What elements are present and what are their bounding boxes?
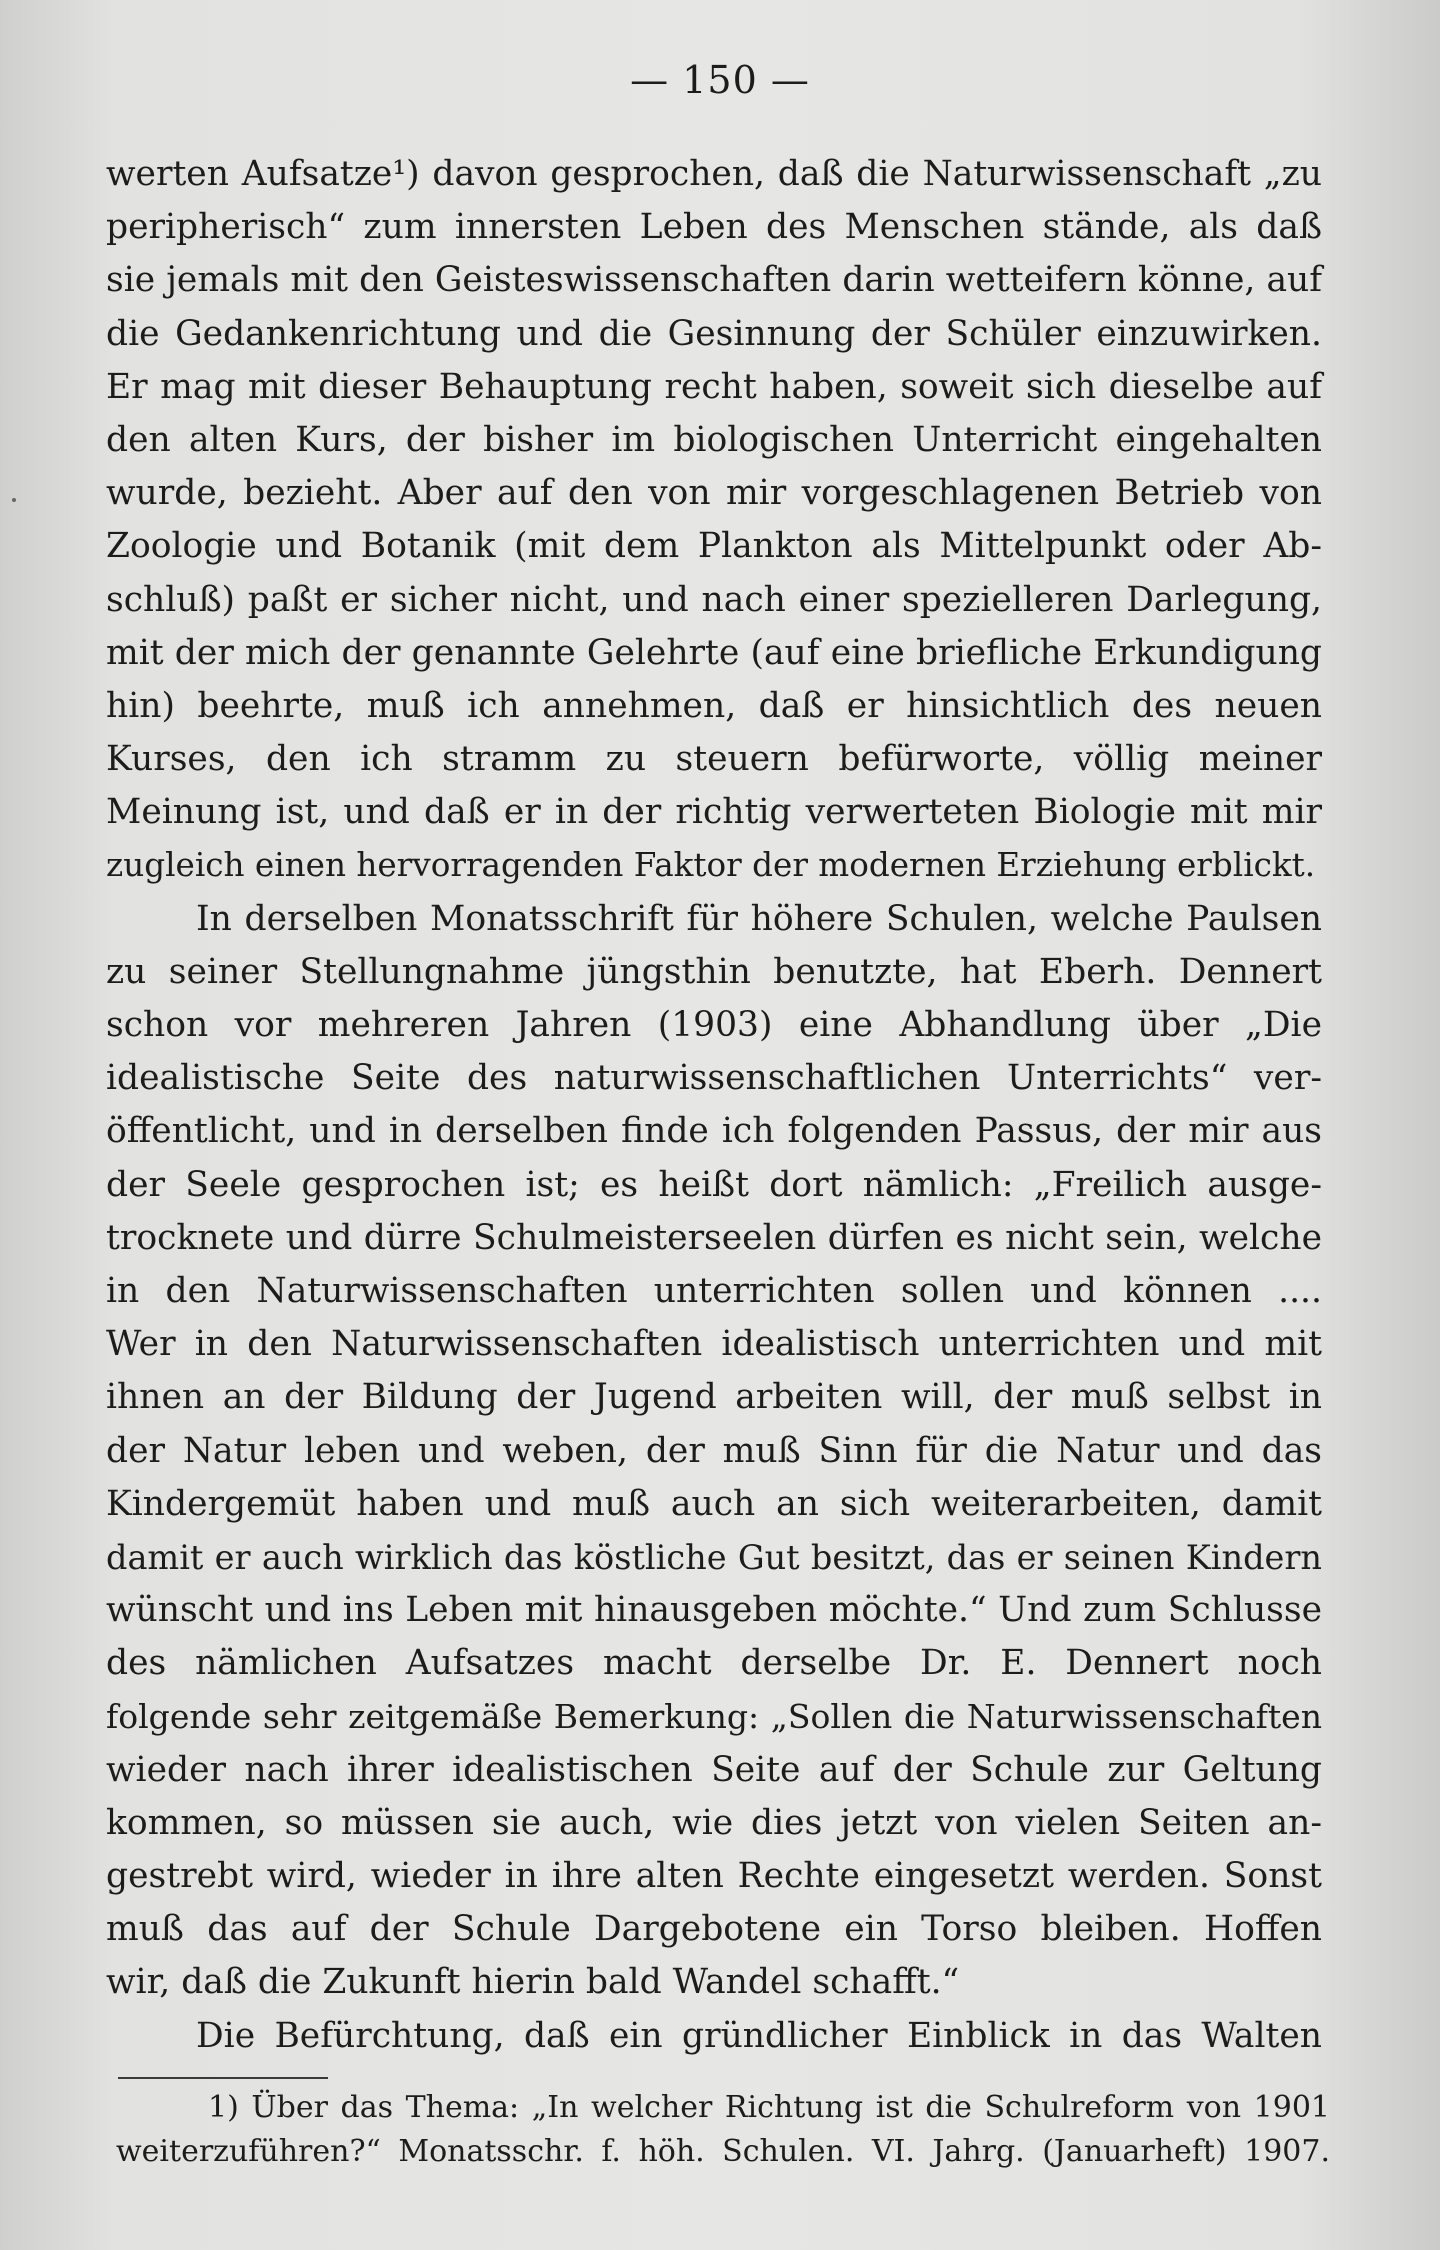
text-line: In derselben Monatsschrift für höhere Schulen, welche Paulsen: [196, 898, 1322, 939]
text-line: Wer in den Naturwissenschaften idealistisch unterrichten und mit: [106, 1324, 1322, 1365]
text-line: ihnen an der Bildung der Jugend arbeiten will, der muß selbst in: [106, 1377, 1322, 1418]
text-line: der Natur leben und weben, der muß Sinn für die Natur und das: [106, 1430, 1322, 1471]
text-line: Meinung ist, und daß er in der richtig verwerteten Biologie mit mir: [106, 792, 1322, 833]
footnote-line: weiterzuführen?“ Monatsschr. f. höh. Schulen. VI. Jahrg. (Januarheft) 1907.: [116, 2134, 1330, 2169]
text-line: gestrebt wird, wieder in ihre alten Rechte eingesetzt werden. Sonst: [106, 1856, 1322, 1896]
paper-speck: [12, 498, 16, 502]
footnote-rule: [118, 2077, 328, 2079]
text-line: damit er auch wirklich das köstliche Gut besitzt, das er seinen Kindern: [106, 1537, 1322, 1577]
page-number: — 150 —: [630, 58, 810, 102]
text-line: folgende sehr zeitgemäße Bemerkung: „Sollen die Naturwissenschaften: [106, 1697, 1322, 1737]
text-line: schluß) paßt er sicher nicht, und nach einer spezielleren Darlegung,: [106, 579, 1322, 620]
text-line: zugleich einen hervorragenden Faktor der modernen Erziehung erblickt.: [106, 846, 1316, 885]
text-line: zu seiner Stellungnahme jüngsthin benutzte, hat Eberh. Dennert: [106, 951, 1322, 992]
text-line: Er mag mit dieser Behauptung recht haben, soweit sich dieselbe auf: [106, 366, 1322, 407]
text-line: Zoologie und Botanik (mit dem Plankton als Mittelpunkt oder Ab-: [106, 526, 1322, 567]
text-line: wünscht und ins Leben mit hinausgeben möchte.“ Und zum Schlusse: [106, 1590, 1322, 1631]
text-line: hin) beehrte, muß ich annehmen, daß er hinsichtlich des neuen: [106, 685, 1322, 726]
text-line: mit der mich der genannte Gelehrte (auf eine briefliche Erkundigung: [106, 632, 1322, 673]
text-line: des nämlichen Aufsatzes macht derselbe Dr. E. Dennert noch: [106, 1643, 1322, 1684]
text-line: der Seele gesprochen ist; es heißt dort nämlich: „Freilich ausge-: [106, 1164, 1322, 1205]
text-line: Die Befürchtung, daß ein gründlicher Einblick in das Walten: [196, 2015, 1322, 2056]
text-line: öffentlicht, und in derselben finde ich folgenden Passus, der mir aus: [106, 1111, 1322, 1152]
text-line: kommen, so müssen sie auch, wie dies jetzt von vielen Seiten an-: [106, 1802, 1322, 1843]
text-line: den alten Kurs, der bisher im biologischen Unterricht eingehalten: [106, 419, 1322, 460]
text-line: Kindergemüt haben und muß auch an sich weiterarbeiten, damit: [106, 1483, 1322, 1524]
text-line: wieder nach ihrer idealistischen Seite auf der Schule zur Geltung: [106, 1749, 1322, 1790]
text-line: Kurses, den ich stramm zu steuern befürworte, völlig meiner: [106, 739, 1322, 780]
text-line: sie jemals mit den Geisteswissenschaften darin wetteifern könne, auf: [106, 260, 1322, 301]
text-line: werten Aufsatze¹) davon gesprochen, daß die Naturwissenschaft „zu: [106, 154, 1322, 194]
text-line: trocknete und dürre Schulmeisterseelen dürfen es nicht sein, welche: [106, 1217, 1322, 1258]
text-line: peripherisch“ zum innersten Leben des Menschen stände, als daß: [106, 207, 1322, 248]
text-line: schon vor mehreren Jahren (1903) eine Abhandlung über „Die: [106, 1005, 1322, 1045]
text-line: wurde, bezieht. Aber auf den von mir vorgeschlagenen Betrieb von: [106, 473, 1322, 514]
footnote-line: 1) Über das Thema: „In welcher Richtung ist die Schulreform von 1901: [208, 2090, 1330, 2125]
text-line: muß das auf der Schule Dargebotene ein Torso bleiben. Hoffen: [106, 1909, 1322, 1950]
text-line: die Gedankenrichtung und die Gesinnung der Schüler einzuwirken.: [106, 313, 1322, 354]
text-line: wir, daß die Zukunft hierin bald Wandel schafft.“: [106, 1962, 960, 2003]
text-line: idealistische Seite des naturwissenschaftlichen Unterrichts“ ver-: [106, 1058, 1322, 1099]
text-line: in den Naturwissenschaften unterrichten sollen und können ....: [106, 1270, 1322, 1311]
body-text: [106, 148, 1322, 2063]
footnote: [116, 2086, 1330, 2174]
